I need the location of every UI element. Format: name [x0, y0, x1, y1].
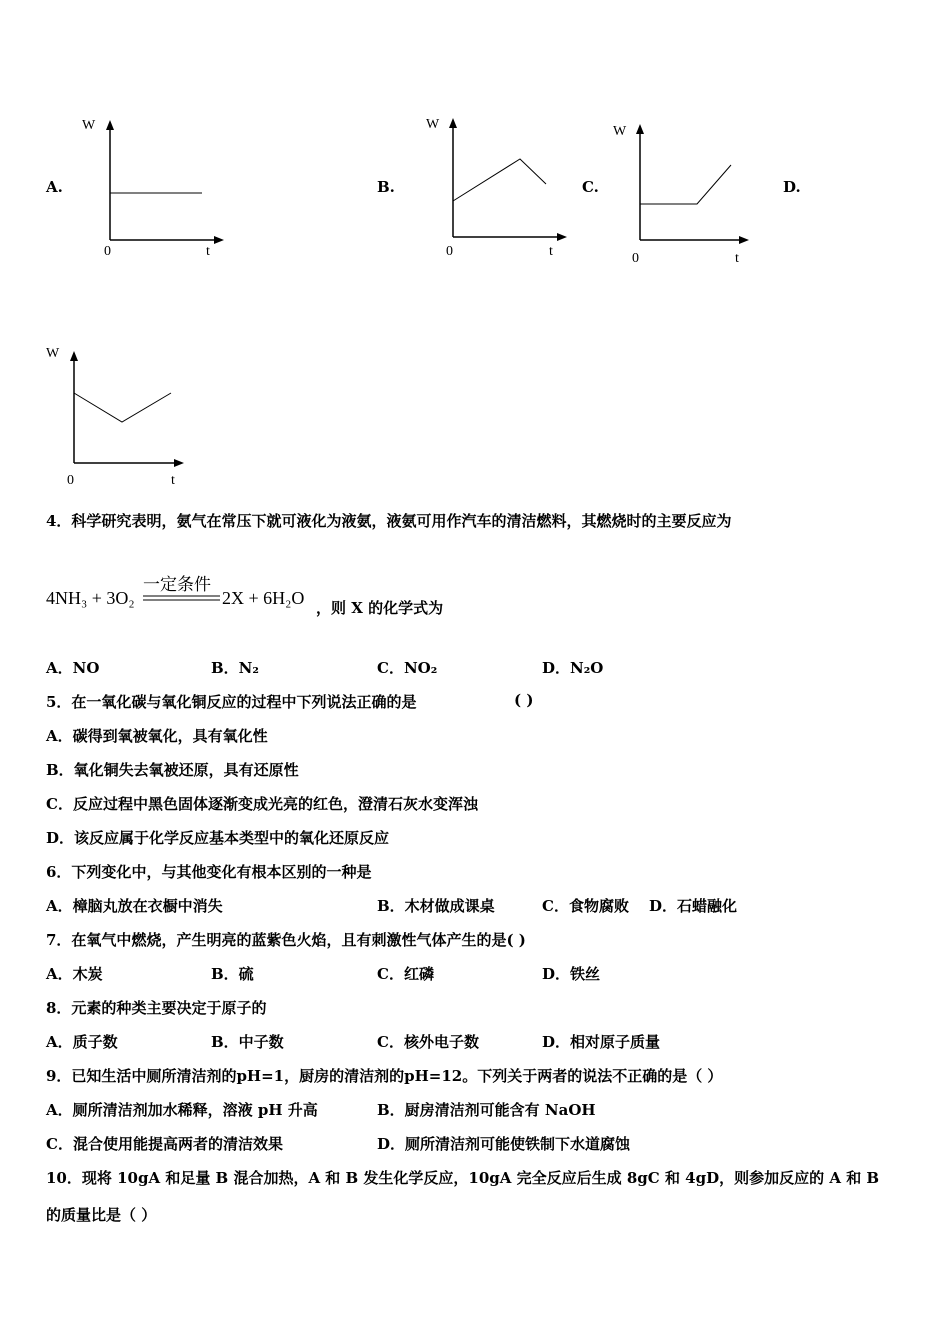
- q7-option-d: D．铁丝: [542, 965, 601, 983]
- q5-option-d: D．该反应属于化学反应基本类型中的氧化还原反应: [46, 829, 390, 847]
- graph-a-origin: 0: [104, 244, 111, 259]
- q6-option-c: C．食物腐败: [542, 897, 629, 915]
- q6-option-d: D．石蜡融化: [649, 897, 738, 915]
- graph-option-d-label: D.: [783, 178, 801, 196]
- graph-a-y-arrow: [106, 120, 114, 130]
- q4-option-b: B．N₂: [211, 659, 259, 677]
- graph-c-xlabel: t: [735, 251, 739, 266]
- q8-option-b: B．中子数: [211, 1033, 284, 1051]
- q4-option-a: A．NO: [46, 659, 100, 677]
- graph-d-curve: [74, 393, 171, 422]
- q4-option-c: C．NO₂: [377, 659, 438, 677]
- graph-c-origin: 0: [632, 251, 639, 266]
- q9-option-a: A．厕所清洁剂加水稀释，溶液 pH 升高: [46, 1101, 318, 1119]
- q4-condition: 一定条件: [143, 575, 211, 595]
- q5-option-a: A．碳得到氧被氧化，具有氧化性: [46, 727, 268, 745]
- q9-option-d: D．厕所清洁剂可能使铁制下水道腐蚀: [377, 1135, 631, 1153]
- q10-line2: 的质量比是（ ）: [46, 1206, 157, 1224]
- q6-option-a: A．樟脑丸放在衣橱中消失: [46, 897, 223, 915]
- q9-option-b: B．厨房清洁剂可能含有 NaOH: [377, 1101, 596, 1119]
- q4-reactants: 4NH₃ + 3O₂: [46, 588, 135, 608]
- q8-option-a: A．质子数: [46, 1033, 118, 1051]
- q7-option-c: C．红磷: [377, 965, 434, 983]
- q8-option-d: D．相对原子质量: [542, 1033, 661, 1051]
- q8-text: 8．元素的种类主要决定于原子的: [46, 999, 267, 1017]
- q5-option-b: B．氧化铜失去氧被还原，具有还原性: [46, 761, 299, 779]
- q7-option-b: B．硫: [211, 965, 254, 983]
- graph-c-curve: [640, 165, 731, 204]
- q7-text: 7．在氧气中燃烧，产生明亮的蓝紫色火焰，且有刺激性气体产生的是( ): [46, 931, 526, 949]
- q4-text: 4．科学研究表明，氨气在常压下就可液化为液氨，液氨可用作汽车的清洁燃料，其燃烧时的主要反应为: [46, 512, 732, 530]
- q8-option-c: C．核外电子数: [377, 1033, 479, 1051]
- graph-a-xlabel: t: [206, 244, 210, 259]
- graph-option-b-label: B.: [377, 178, 395, 196]
- q5-text: 5．在一氧化碳与氧化铜反应的过程中下列说法正确的是: [46, 693, 417, 711]
- q10-line1: 10．现将 10gA 和足量 B 混合加热，A 和 B 发生化学反应，10gA 完全反应后生成 8gC 和 4gD，则参加反应的 A 和 B: [46, 1169, 880, 1187]
- q6-text: 6．下列变化中，与其他变化有根本区别的一种是: [46, 863, 372, 881]
- q9-option-c: C．混合使用能提高两者的清洁效果: [46, 1135, 283, 1153]
- q5-paren: ( ): [514, 691, 534, 709]
- graph-d-xlabel: t: [171, 473, 175, 488]
- q4-suffix: ，则 X 的化学式为: [316, 599, 444, 617]
- graph-b-ylabel: W: [426, 117, 440, 132]
- q4-products: 2X + 6H₂O: [222, 588, 305, 608]
- graph-option-a-label: A.: [46, 178, 63, 196]
- graph-b-origin: 0: [446, 244, 453, 259]
- graph-c-ylabel: W: [613, 124, 627, 139]
- graph-a-ylabel: W: [82, 118, 96, 133]
- graph-d-origin: 0: [67, 473, 74, 488]
- graph-b-curve: [453, 159, 546, 201]
- q4-option-d: D．N₂O: [542, 659, 604, 677]
- q5-option-c: C．反应过程中黑色固体逐渐变成光亮的红色，澄清石灰水变浑浊: [46, 795, 478, 813]
- q6-option-b: B．木材做成课桌: [377, 897, 495, 915]
- graph-b-xlabel: t: [549, 244, 553, 259]
- graph-d-ylabel: W: [46, 346, 60, 361]
- graph-option-c-label: C.: [582, 178, 599, 196]
- q7-option-a: A．木炭: [46, 965, 103, 983]
- q9-text: 9．已知生活中厕所清洁剂的pH=1，厨房的清洁剂的pH=12。下列关于两者的说法不正确的是（ ）: [46, 1067, 723, 1085]
- graph-a-x-arrow: [214, 236, 224, 244]
